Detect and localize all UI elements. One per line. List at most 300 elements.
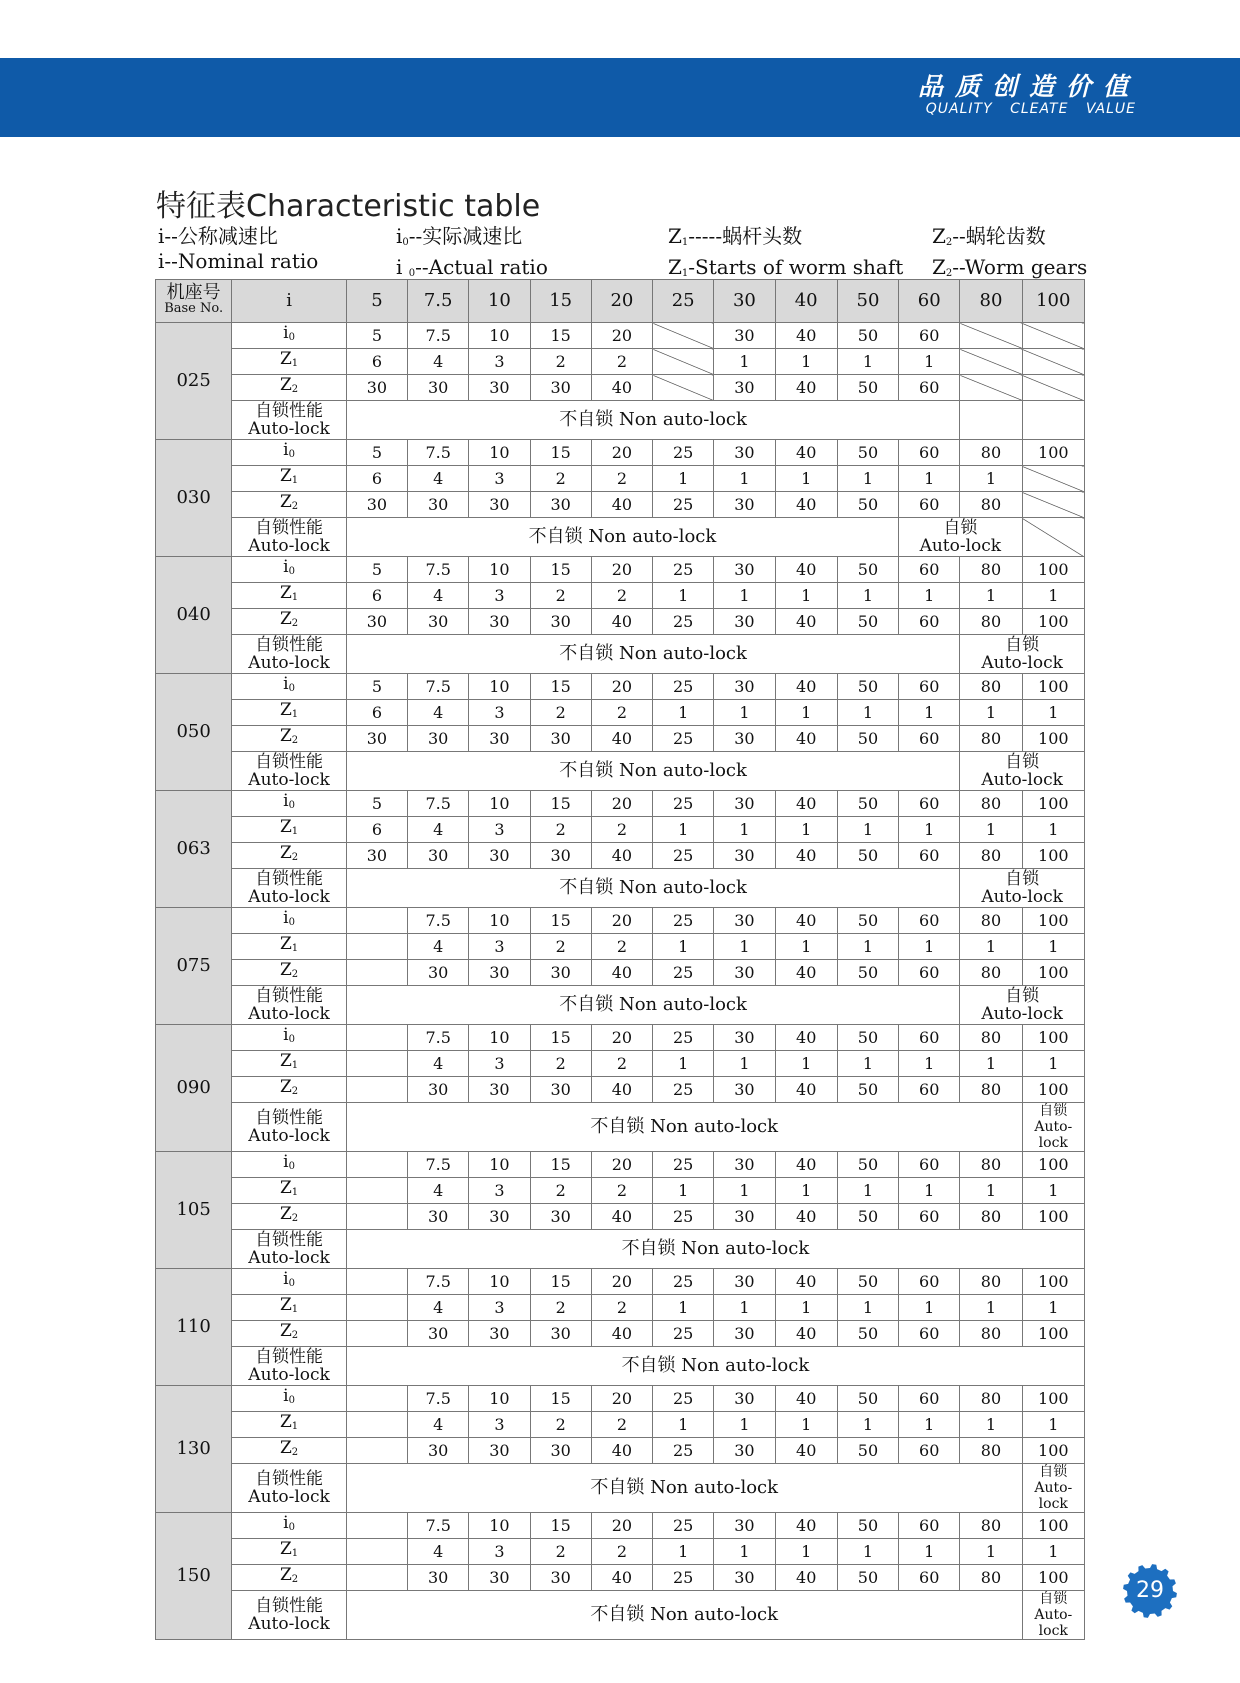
row-label-i0: [232, 1152, 346, 1178]
table-row-z2: [156, 1321, 1085, 1347]
value-cell: 2: [591, 1539, 652, 1565]
page-number: 29: [1136, 1578, 1164, 1603]
header-base-en: Base No.: [164, 301, 224, 316]
row-label-subscript: 0: [288, 1034, 295, 1045]
auto-lock-label-en: Auto-lock: [248, 1126, 330, 1146]
value-cell: 7.5: [408, 1386, 469, 1412]
row-label-symbol: Z: [279, 609, 292, 629]
row-label-subscript: 1: [291, 475, 299, 486]
row-label-symbol: Z: [279, 700, 292, 720]
value-cell: 40: [591, 375, 652, 401]
value-cell: 30: [469, 609, 530, 635]
row-label-subscript: 0: [288, 449, 295, 460]
row-label-symbol: i: [283, 1513, 289, 1533]
row-label-symbol: Z: [279, 817, 292, 837]
value-cell: 20: [591, 1513, 652, 1539]
table-row-z2: [156, 1438, 1085, 1464]
value-cell: 1: [1022, 583, 1084, 609]
value-cell: 10: [469, 791, 530, 817]
table-header-row: [156, 280, 1085, 323]
value-cell: 30: [408, 843, 469, 869]
table-row-z2: [156, 375, 1085, 401]
value-cell: 3: [469, 466, 530, 492]
value-cell: 3: [469, 1412, 530, 1438]
value-cell: 30: [408, 492, 469, 518]
value-cell: 100: [1022, 1077, 1084, 1103]
row-label-subscript: 1: [291, 1548, 299, 1559]
base-number-cell: 040: [156, 557, 232, 674]
page-title: 特征表Characteristic table: [156, 189, 541, 224]
header-ratio-cell: 40: [775, 280, 837, 323]
value-cell: 30: [714, 1565, 775, 1591]
legend-z1-cn: $Z_1-----$蜗杆头数: [668, 224, 803, 248]
table-row-i0: [156, 1025, 1085, 1051]
value-cell: 2: [530, 1178, 591, 1204]
value-cell: 50: [837, 1438, 898, 1464]
value-cell: 1: [775, 1295, 837, 1321]
auto-lock-label-cn: 自锁性能: [255, 1469, 324, 1489]
row-label-auto-lock: [232, 869, 346, 908]
row-label-subscript: 2: [291, 1330, 299, 1341]
non-auto-lock-cell: 不自锁 Non auto-lock: [346, 518, 898, 557]
row-label-symbol: i: [283, 674, 289, 694]
table-row-z1: [156, 700, 1085, 726]
value-cell: 1: [775, 1412, 837, 1438]
value-cell: 4: [408, 700, 469, 726]
legend-z1-en: $Z_1$-Starts of worm shaft: [668, 255, 904, 279]
value-cell: 40: [775, 557, 837, 583]
empty-cell: [960, 401, 1022, 440]
value-cell: 80: [960, 557, 1022, 583]
table-row-z2: [156, 1204, 1085, 1230]
row-label-z1: [232, 1178, 346, 1204]
value-cell: [346, 1269, 407, 1295]
value-cell: 20: [591, 791, 652, 817]
value-cell: 7.5: [408, 908, 469, 934]
value-cell: 3: [469, 349, 530, 375]
table-row-z1: [156, 817, 1085, 843]
value-cell: 4: [408, 583, 469, 609]
value-cell: 100: [1022, 1025, 1084, 1051]
value-cell: 50: [837, 843, 898, 869]
row-label-z1: [232, 817, 346, 843]
row-label-i0: [232, 908, 346, 934]
value-cell: 25: [653, 557, 714, 583]
header-i: i: [232, 280, 346, 323]
value-cell: 30: [714, 1152, 775, 1178]
table-row-z2: [156, 960, 1085, 986]
value-cell: 1: [653, 817, 714, 843]
value-cell: 1: [653, 583, 714, 609]
non-auto-lock-cell: 不自锁 Non auto-lock: [346, 1591, 1022, 1640]
value-cell: 40: [591, 1077, 652, 1103]
value-cell: 60: [899, 1152, 960, 1178]
value-cell: 60: [899, 1565, 960, 1591]
value-cell: 100: [1022, 674, 1084, 700]
value-cell: 10: [469, 1269, 530, 1295]
value-cell: [346, 1438, 407, 1464]
row-label-auto-lock: [232, 1591, 346, 1640]
value-cell: 50: [837, 1565, 898, 1591]
value-cell: 100: [1022, 440, 1084, 466]
value-cell: 2: [591, 1051, 652, 1077]
row-label-subscript: 2: [291, 501, 299, 512]
value-cell: 40: [775, 1077, 837, 1103]
row-label-z2: [232, 1565, 346, 1591]
value-cell: 2: [591, 466, 652, 492]
header-ratio-cell: 7.5: [408, 280, 469, 323]
value-cell: 80: [960, 1513, 1022, 1539]
value-cell: 15: [530, 1152, 591, 1178]
row-label-z2: [232, 1204, 346, 1230]
value-cell: [346, 1204, 407, 1230]
value-cell: 5: [346, 557, 407, 583]
value-cell: 60: [899, 1269, 960, 1295]
value-cell: 30: [469, 1321, 530, 1347]
value-cell: 100: [1022, 960, 1084, 986]
value-cell: 80: [960, 726, 1022, 752]
value-cell: 2: [530, 700, 591, 726]
base-number-cell: 063: [156, 791, 232, 908]
value-cell: 30: [714, 557, 775, 583]
value-cell: 15: [530, 323, 591, 349]
value-cell: 1: [1022, 817, 1084, 843]
value-cell: 100: [1022, 1204, 1084, 1230]
row-label-symbol: i: [283, 1269, 289, 1289]
row-label-symbol: Z: [279, 583, 292, 603]
not-available-cell: [960, 349, 1022, 375]
auto-lock-cell: [960, 869, 1085, 908]
value-cell: 7.5: [408, 323, 469, 349]
row-label-symbol: Z: [279, 934, 292, 954]
auto-lock-en: Auto-lock: [1034, 1607, 1073, 1639]
value-cell: 50: [837, 557, 898, 583]
value-cell: 40: [775, 323, 837, 349]
value-cell: [346, 1178, 407, 1204]
value-cell: 3: [469, 817, 530, 843]
not-available-cell: [960, 323, 1022, 349]
value-cell: 30: [530, 609, 591, 635]
value-cell: 1: [899, 349, 960, 375]
row-label-symbol: i: [283, 323, 289, 343]
not-available-cell: [960, 375, 1022, 401]
value-cell: 40: [591, 609, 652, 635]
value-cell: 80: [960, 609, 1022, 635]
value-cell: 30: [714, 609, 775, 635]
header-ratio-cell: 100: [1022, 280, 1084, 323]
legend-actual-ratio: [396, 224, 548, 286]
row-label-symbol: Z: [279, 843, 292, 863]
row-label-subscript: 0: [288, 683, 295, 694]
auto-lock-label-cn: 自锁性能: [255, 1230, 324, 1250]
row-label-subscript: 0: [288, 332, 295, 343]
value-cell: 1: [1022, 700, 1084, 726]
value-cell: 40: [775, 1269, 837, 1295]
base-number-cell: 150: [156, 1513, 232, 1640]
value-cell: 3: [469, 1295, 530, 1321]
value-cell: 1: [960, 583, 1022, 609]
value-cell: 60: [899, 843, 960, 869]
value-cell: 1: [714, 1539, 775, 1565]
auto-lock-label-cn: 自锁性能: [255, 1596, 324, 1616]
row-label-symbol: Z: [279, 375, 292, 395]
value-cell: 60: [899, 1025, 960, 1051]
value-cell: 25: [653, 726, 714, 752]
row-label-i0: [232, 1025, 346, 1051]
value-cell: 10: [469, 674, 530, 700]
row-label-symbol: Z: [279, 466, 292, 486]
auto-lock-label-cn: 自锁性能: [255, 635, 324, 655]
value-cell: 6: [346, 349, 407, 375]
table-row-i0: [156, 323, 1085, 349]
value-cell: 6: [346, 583, 407, 609]
table-row-z2: [156, 843, 1085, 869]
value-cell: 30: [714, 674, 775, 700]
value-cell: 1: [653, 1295, 714, 1321]
value-cell: 7.5: [408, 440, 469, 466]
value-cell: 30: [530, 492, 591, 518]
value-cell: 30: [714, 1513, 775, 1539]
value-cell: 80: [960, 908, 1022, 934]
table-row-auto-lock: [156, 1347, 1085, 1386]
value-cell: 30: [530, 960, 591, 986]
value-cell: 7.5: [408, 1269, 469, 1295]
value-cell: 40: [775, 1321, 837, 1347]
value-cell: 1: [837, 349, 898, 375]
base-number-cell: 130: [156, 1386, 232, 1513]
row-label-z2: [232, 492, 346, 518]
value-cell: 1: [714, 1412, 775, 1438]
row-label-z1: [232, 700, 346, 726]
value-cell: 1: [899, 1539, 960, 1565]
value-cell: 30: [408, 1565, 469, 1591]
row-label-symbol: Z: [279, 1178, 292, 1198]
value-cell: 1: [837, 817, 898, 843]
value-cell: 2: [530, 817, 591, 843]
value-cell: 100: [1022, 1386, 1084, 1412]
value-cell: 10: [469, 440, 530, 466]
row-label-symbol: Z: [279, 492, 292, 512]
row-label-subscript: 1: [291, 1187, 299, 1198]
value-cell: 80: [960, 1077, 1022, 1103]
value-cell: 1: [960, 1539, 1022, 1565]
value-cell: 60: [899, 791, 960, 817]
value-cell: 50: [837, 674, 898, 700]
auto-lock-label-en: Auto-lock: [248, 1248, 330, 1268]
base-number-cell: 025: [156, 323, 232, 440]
row-label-symbol: Z: [279, 1051, 292, 1071]
value-cell: 1: [837, 700, 898, 726]
value-cell: 1: [837, 1178, 898, 1204]
row-label-subscript: 2: [291, 384, 299, 395]
value-cell: 3: [469, 700, 530, 726]
value-cell: 15: [530, 1513, 591, 1539]
value-cell: 30: [530, 1438, 591, 1464]
value-cell: 40: [775, 1025, 837, 1051]
row-label-auto-lock: [232, 635, 346, 674]
table-row-auto-lock: [156, 635, 1085, 674]
table-row-auto-lock: [156, 401, 1085, 440]
value-cell: 25: [653, 960, 714, 986]
row-label-z2: [232, 1438, 346, 1464]
row-label-i0: [232, 440, 346, 466]
table-row-i0: [156, 908, 1085, 934]
value-cell: 100: [1022, 843, 1084, 869]
auto-lock-label-en: Auto-lock: [248, 1614, 330, 1634]
value-cell: 25: [653, 1513, 714, 1539]
value-cell: 1: [899, 934, 960, 960]
row-label-symbol: Z: [279, 726, 292, 746]
row-label-subscript: 0: [288, 566, 295, 577]
value-cell: 4: [408, 1051, 469, 1077]
table-row-z1: [156, 1412, 1085, 1438]
row-label-subscript: 0: [288, 1161, 295, 1172]
row-label-subscript: 2: [291, 735, 299, 746]
value-cell: 2: [530, 1295, 591, 1321]
row-label-auto-lock: [232, 1347, 346, 1386]
value-cell: 1: [1022, 934, 1084, 960]
not-available-cell: [1022, 492, 1084, 518]
header-ratio-cell: 25: [653, 280, 714, 323]
value-cell: 1: [714, 817, 775, 843]
table-row-z1: [156, 466, 1085, 492]
legend-i-en: i--Nominal ratio: [158, 249, 319, 273]
value-cell: 30: [714, 375, 775, 401]
not-available-cell: [653, 375, 714, 401]
value-cell: [346, 1025, 407, 1051]
row-label-symbol: i: [283, 908, 289, 928]
auto-lock-cell: [960, 752, 1085, 791]
table-row-auto-lock: [156, 1464, 1085, 1513]
value-cell: 60: [899, 1204, 960, 1230]
auto-lock-cn: 自锁: [1039, 1103, 1068, 1119]
row-label-symbol: i: [283, 1025, 289, 1045]
row-label-subscript: 2: [291, 969, 299, 980]
value-cell: 30: [714, 323, 775, 349]
value-cell: 30: [469, 492, 530, 518]
value-cell: 30: [346, 375, 407, 401]
value-cell: 25: [653, 1321, 714, 1347]
auto-lock-label-en: Auto-lock: [248, 887, 330, 907]
header-ratio-cell: 20: [591, 280, 652, 323]
value-cell: 2: [530, 349, 591, 375]
value-cell: 10: [469, 1152, 530, 1178]
non-auto-lock-cell: 不自锁 Non auto-lock: [346, 401, 960, 440]
value-cell: 15: [530, 674, 591, 700]
value-cell: 10: [469, 1025, 530, 1051]
value-cell: 1: [899, 817, 960, 843]
row-label-subscript: 2: [291, 618, 299, 629]
value-cell: 30: [408, 1438, 469, 1464]
auto-lock-cn: 自锁: [1005, 986, 1040, 1006]
value-cell: 20: [591, 1025, 652, 1051]
not-available-cell: [1022, 323, 1084, 349]
value-cell: 40: [775, 375, 837, 401]
value-cell: 80: [960, 674, 1022, 700]
row-label-subscript: 1: [291, 1304, 299, 1315]
value-cell: 30: [530, 375, 591, 401]
value-cell: 25: [653, 440, 714, 466]
value-cell: [346, 1077, 407, 1103]
value-cell: 10: [469, 557, 530, 583]
value-cell: 20: [591, 674, 652, 700]
value-cell: 1: [1022, 1295, 1084, 1321]
row-label-symbol: i: [283, 557, 289, 577]
auto-lock-cell: [960, 986, 1085, 1025]
row-label-symbol: Z: [279, 1539, 292, 1559]
value-cell: 1: [653, 1412, 714, 1438]
value-cell: 6: [346, 700, 407, 726]
value-cell: 3: [469, 934, 530, 960]
non-auto-lock-cell: 不自锁 Non auto-lock: [346, 1230, 1084, 1269]
value-cell: 25: [653, 908, 714, 934]
value-cell: 1: [653, 1051, 714, 1077]
value-cell: 50: [837, 791, 898, 817]
value-cell: 1: [837, 1412, 898, 1438]
legend-i0-en: i $_0$--Actual ratio: [396, 255, 548, 279]
table-row-auto-lock: [156, 518, 1085, 557]
row-label-z1: [232, 466, 346, 492]
value-cell: 2: [530, 466, 591, 492]
value-cell: 30: [469, 1204, 530, 1230]
value-cell: 30: [714, 440, 775, 466]
row-label-subscript: 1: [291, 709, 299, 720]
value-cell: [346, 1565, 407, 1591]
value-cell: 50: [837, 1025, 898, 1051]
non-auto-lock-cell: 不自锁 Non auto-lock: [346, 1347, 1084, 1386]
row-label-subscript: 0: [288, 1278, 295, 1289]
value-cell: 30: [714, 1269, 775, 1295]
value-cell: 80: [960, 1438, 1022, 1464]
value-cell: 1: [775, 1539, 837, 1565]
value-cell: 2: [530, 1051, 591, 1077]
value-cell: 60: [899, 960, 960, 986]
non-auto-lock-cell: 不自锁 Non auto-lock: [346, 635, 960, 674]
value-cell: 100: [1022, 1438, 1084, 1464]
row-label-symbol: Z: [279, 960, 292, 980]
value-cell: 1: [960, 466, 1022, 492]
value-cell: 30: [714, 1386, 775, 1412]
value-cell: 30: [469, 1077, 530, 1103]
value-cell: 1: [653, 1178, 714, 1204]
value-cell: 3: [469, 1051, 530, 1077]
row-label-symbol: i: [283, 440, 289, 460]
value-cell: 80: [960, 843, 1022, 869]
value-cell: 3: [469, 583, 530, 609]
auto-lock-label-cn: 自锁性能: [255, 1347, 324, 1367]
table-row-z1: [156, 1539, 1085, 1565]
value-cell: 4: [408, 1412, 469, 1438]
value-cell: 100: [1022, 726, 1084, 752]
row-label-symbol: Z: [279, 1438, 292, 1458]
table-row-i0: [156, 440, 1085, 466]
value-cell: 40: [775, 674, 837, 700]
value-cell: 1: [960, 1412, 1022, 1438]
value-cell: 40: [591, 1204, 652, 1230]
auto-lock-en: Auto-lock: [1034, 1119, 1073, 1151]
value-cell: 1: [960, 934, 1022, 960]
row-label-subscript: 1: [291, 592, 299, 603]
value-cell: 60: [899, 1321, 960, 1347]
value-cell: 50: [837, 1204, 898, 1230]
auto-lock-label-cn: 自锁性能: [255, 1108, 324, 1128]
value-cell: 2: [591, 934, 652, 960]
value-cell: 30: [469, 1438, 530, 1464]
row-label-i0: [232, 1386, 346, 1412]
value-cell: 50: [837, 1386, 898, 1412]
value-cell: 20: [591, 1152, 652, 1178]
row-label-symbol: i: [283, 1386, 289, 1406]
